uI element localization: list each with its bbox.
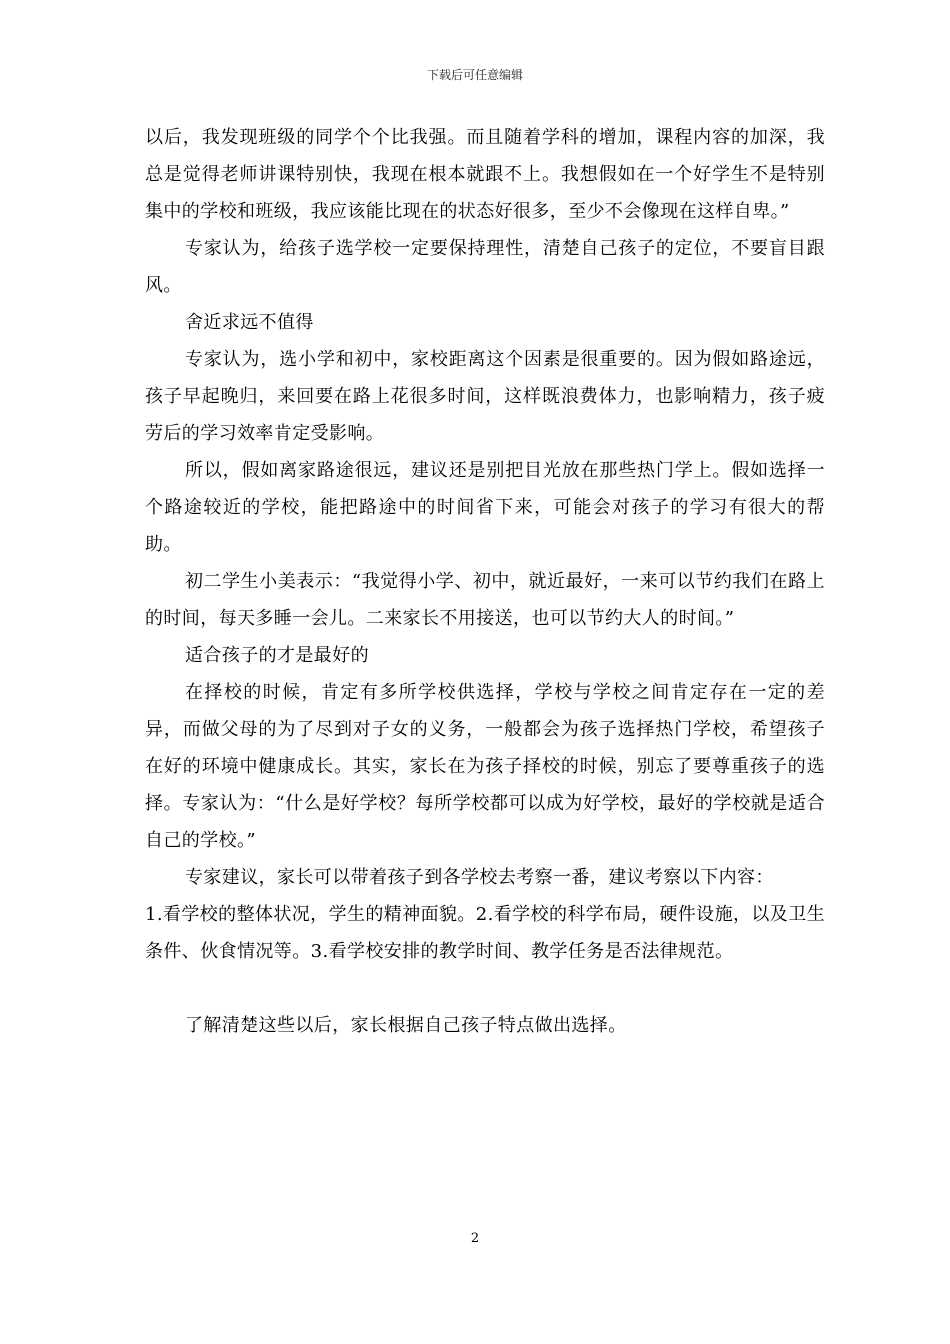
paragraph-school-choice: 在择校的时候，肯定有多所学校供选择，学校与学校之间肯定存在一定的差异，而做父母的为了尽到对子女的义务，一般都会为孩子选择热门学校，希望孩子在好的环境中健康成长。其实，家长在为孩子择校的时候，别忘了要尊重孩子的选择。专家认为：“什么是好学校？每所学校都可以成为好学校，最好的学校就是适合自己的学校。”	[145, 682, 825, 851]
paragraph-expert-suggestion: 专家建议，家长可以带着孩子到各学校去考察一番，建议考察以下内容：	[185, 867, 774, 888]
paragraph-conclusion: 了解清楚这些以后，家长根据自己孩子特点做出选择。	[185, 1015, 627, 1036]
paragraph-quote-continuation: 以后，我发现班级的同学个个比我强。而且随着学科的增加，课程内容的加深，我总是觉得老师讲课特别快，我现在根本就跟不上。我想假如在一个好学生不是特别集中的学校和班级，我应该能比现在的状态好很多，至少不会像现在这样自卑。”	[145, 127, 825, 222]
page-number: 2	[470, 1231, 480, 1246]
paragraph-distance-importance: 专家认为，选小学和初中，家校距离这个因素是很重要的。因为假如路途远，孩子早起晚归，来回要在路上花很多时间，这样既浪费体力，也影响精力，孩子疲劳后的学习效率肯定受影响。	[145, 349, 825, 444]
paragraph-inspection-list: 1.看学校的整体状况，学生的精神面貌。2.看学校的科学布局，硬件设施，以及卫生条件、伙食情况等。3.看学校安排的教学时间、教学任务是否法律规范。	[145, 904, 825, 962]
section-heading-distance: 舍近求远不值得	[185, 312, 314, 333]
paragraph-expert-opinion: 专家认为，给孩子选学校一定要保持理性，清楚自己孩子的定位，不要盲目跟风。	[145, 238, 825, 296]
paragraph-student-quote: 初二学生小美表示：“我觉得小学、初中，就近最好，一来可以节约我们在路上的时间，每天多睡一会儿。二来家长不用接送，也可以节约大人的时间。”	[145, 571, 825, 629]
page-header: 下载后可任意编辑	[426, 68, 523, 82]
document-body	[145, 119, 825, 1044]
paragraph-distance-advice: 所以，假如离家路途很远，建议还是别把目光放在那些热门学上。假如选择一个路途较近的学校，能把路途中的时间省下来，可能会对孩子的学习有很大的帮助。	[145, 460, 825, 555]
section-heading-suitable: 适合孩子的才是最好的	[185, 645, 369, 666]
